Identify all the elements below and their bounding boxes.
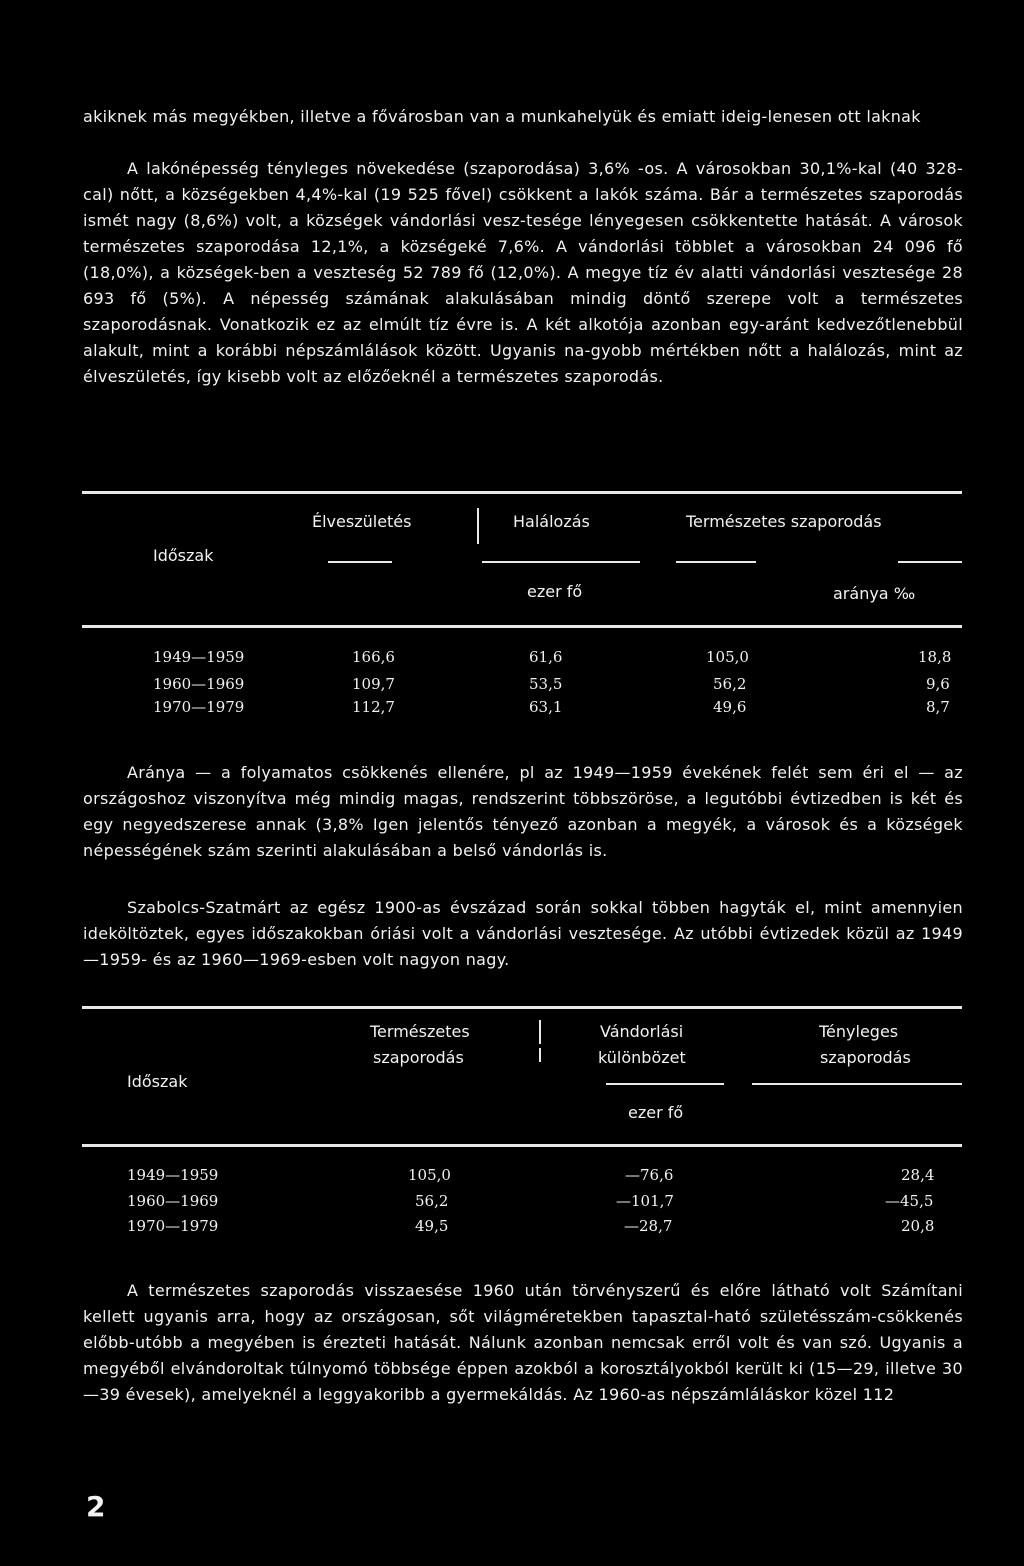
paragraph-migration-history: Szabolcs-Szatmárt az egész 1900-as évszázad során sokkal többen hagyták el, mint amennyien ideköltöztek, egyes időszakokban óriási volt a vándorlási vesztesége. Az utóbbi évtizedek közül az 1949—1959- és az 1960—1969-esben volt nagyon nagy. xyxy=(83,898,963,969)
table1-cell-births: 112,7 xyxy=(352,698,395,716)
table1-cell-deaths: 63,1 xyxy=(529,698,563,716)
table1-sub-rule-natural xyxy=(676,561,756,563)
table1-cell-rate: 18,8 xyxy=(918,648,952,666)
table1-cell-rate: 8,7 xyxy=(926,698,950,716)
table2-cell-migration: —101,7 xyxy=(616,1192,674,1210)
table1-top-rule xyxy=(82,491,962,494)
table2-cell-period: 1949—1959 xyxy=(127,1166,219,1184)
table2-top-rule xyxy=(82,1006,962,1009)
table2-header-natural-line2: szaporodás xyxy=(373,1048,464,1067)
table2-sub-rule-migration xyxy=(606,1083,724,1085)
table2-sub-rule-actual xyxy=(752,1083,962,1085)
table2-cell-period: 1970—1979 xyxy=(127,1217,219,1235)
table1-cell-rate: 9,6 xyxy=(926,675,950,693)
table1-sub-rule-deaths xyxy=(482,561,640,563)
table1-cell-natural: 49,6 xyxy=(713,698,747,716)
paragraph-rate-comparison: Aránya — a folyamatos csökkenés ellenére, pl az 1949—1959 évekének felét sem éri el — az országoshoz viszonyítva még mindig magas, rendszerint többszöröse, a legutóbbi évtizedben is két és egy negyedszerese annak (3,8% Igen jelentős tényező azonban a megyék, a városok és a községek népességének szám szerinti alakulásában a belső vándorlás is. xyxy=(83,763,963,860)
table1-cell-deaths: 61,6 xyxy=(529,648,563,666)
table1-cell-deaths: 53,5 xyxy=(529,675,563,693)
table1-header-period: Időszak xyxy=(153,546,214,565)
table2-cell-actual: 28,4 xyxy=(901,1166,935,1184)
table2-cell-period: 1960—1969 xyxy=(127,1192,219,1210)
table1-header-deaths: Halálozás xyxy=(513,512,590,531)
table1-unit-rate: aránya ‰ xyxy=(833,584,916,603)
table1-cell-period: 1949—1959 xyxy=(153,648,245,666)
table2-header-natural-line1: Természetes xyxy=(370,1022,470,1041)
table1-cell-period: 1970—1979 xyxy=(153,698,245,716)
table2-header-actual-line2: szaporodás xyxy=(820,1048,911,1067)
table1-unit-thousand: ezer fő xyxy=(527,582,583,601)
table2-col-divider-1 xyxy=(539,1020,541,1044)
table1-cell-births: 166,6 xyxy=(352,648,395,666)
table2-header-migration-line2: különbözet xyxy=(598,1048,686,1067)
table2-header-rule xyxy=(82,1144,962,1147)
page-number: 2 xyxy=(86,1490,106,1523)
table2-cell-natural: 56,2 xyxy=(415,1192,449,1210)
table2-cell-natural: 49,5 xyxy=(415,1217,449,1235)
table2-header-period: Időszak xyxy=(127,1072,188,1091)
paragraph-natural-decline: A természetes szaporodás visszaesése 1960 után törvényszerű és előre látható volt Számítani kellett ugyanis arra, hogy az országosan, sőt világméretekben tapasztal-ható születésszám-csökkenés előbb-utóbb a megyében is érezteti hatását. Nálunk azonban nemcsak erről volt és van szó. Ugyanis a megyéből elvándoroltak túlnyomó többsége éppen azokból a korosztályokból került ki (15—29, illetve 30—39 évesek), amelyeknél a leggyakoribb a gyermekáldás. Az 1960-as népszámláláskor közel 112 xyxy=(83,1281,963,1404)
table1-header-births: Élveszületés xyxy=(312,512,412,531)
table2-cell-migration: —28,7 xyxy=(624,1217,673,1235)
table1-col-divider xyxy=(477,508,479,544)
table1-sub-rule-rate xyxy=(898,561,962,563)
paragraph-intro-continuation: akiknek más megyékben, illetve a fővárosban van a munkahelyük és emiatt ideig-lenesen ott laknak xyxy=(83,107,921,126)
table2-cell-actual: —45,5 xyxy=(885,1192,934,1210)
table2-unit-thousand: ezer fő xyxy=(628,1103,684,1122)
table1-header-natural: Természetes szaporodás xyxy=(686,512,882,531)
table1-cell-births: 109,7 xyxy=(352,675,395,693)
table1-sub-rule-births xyxy=(328,561,392,563)
table2-cell-natural: 105,0 xyxy=(408,1166,451,1184)
table1-cell-natural: 56,2 xyxy=(713,675,747,693)
table1-cell-natural: 105,0 xyxy=(706,648,749,666)
table1-header-rule xyxy=(82,625,962,628)
table2-cell-actual: 20,8 xyxy=(901,1217,935,1235)
table1-cell-period: 1960—1969 xyxy=(153,675,245,693)
table2-col-divider-2 xyxy=(539,1048,541,1062)
table2-header-actual-line1: Tényleges xyxy=(819,1022,899,1041)
paragraph-population-growth: A lakónépesség tényleges növekedése (szaporodása) 3,6% -os. A városokban 30,1%-kal (40 328-cal) nőtt, a községekben 4,4%-kal (19 525 fővel) csökkent a lakók száma. Bár a természetes szaporodás ismét nagy (8,6%) volt, a községek vándorlási vesz-tesége lényegesen csökkentette hatását. A városok természetes szaporodása 12,1%, a községeké 7,6%. A vándorlási többlet a városokban 24 096 fő (18,0%), a községek-ben a veszteség 52 789 fő (12,0%). A megye tíz év alatti vándorlási vesztesége 28 693 fő (5%). A népesség számának alakulásában mindig döntő szerepe volt a természetes szaporodásnak. Vonatkozik ez az elmúlt tíz évre is. A két alkotója azonban egy-aránt kedvezőtlenebbül alakult, mint a korábbi népszámlálások között. Ugyanis na-gyobb mértékben nőtt a halálozás, mint az élveszületés, így kisebb volt az előzőeknél a természetes szaporodás. xyxy=(83,159,963,386)
table2-header-migration-line1: Vándorlási xyxy=(600,1022,684,1041)
table2-cell-migration: —76,6 xyxy=(625,1166,674,1184)
